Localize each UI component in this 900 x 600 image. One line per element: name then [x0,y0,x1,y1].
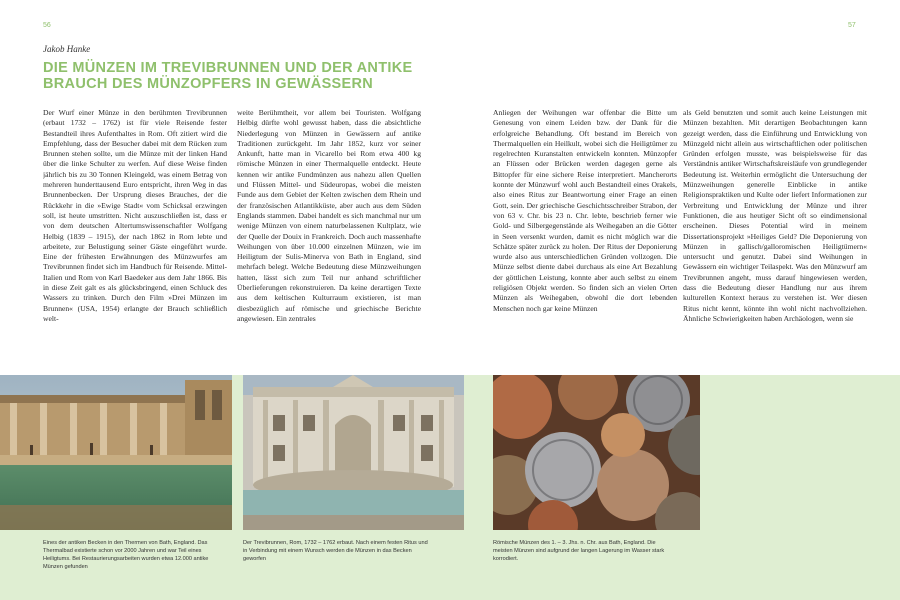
caption-trevi-fountain: Der Trevibrunnen, Rom, 1732 – 1762 erbaut. Nach einem festen Ritus und in Verbindung mit einem Wunsch werden die Münzen in das Becken geworfen [243,540,428,562]
left-column-1 [43,108,227,366]
left-column-2 [237,108,421,366]
right-column-1-text: Anliegen der Weihungen war offenbar die Bitte um Genesung von einem Leiden bzw. der Dank für die erfolgreiche Behandlung. Oft bestand im Bereich von Thermalquellen ein Heilkult, wobei sich die Heiligtümer zu regelrechten Kuranstalten entwickeln konnten. Münzopfer an Flüssen oder Brücken werden dagegen gerne als Bittopfer für eine sichere Reise interpretiert. Mancherorts konnte der Münzwurf wohl auch Bestandteil eines Orakels, also eines Ritus zur Beantwortung einer Frage an einen Gott, sein. Der griechische Geschichtsschreiber Strabon, der von 63 v. Chr. bis 23 n. Chr. lebte, beschrieb ferner wie Gold- und Silbergegenstände als Weihegaben an die Götter in Seen versenkt wurden, damit es nicht möglich war die Schätze später zurück zu holen. Der Ritus der Deponierung wurde also aus unterschiedlichen Gründen vollzogen. Die Münze selbst diente dabei durchaus als eine Art Bezahlung der göttlichen Leistung, konnte aber auch selbst zu einem religiösen Objekt werden. So finden sich an vielen Orten Münzen als Weihegaben, obwohl die dort lebenden Menschen noch gar keine Münzen [493,108,677,313]
caption-roman-coins: Römische Münzen des 1. – 3. Jhs. n. Chr. aus Bath, England. Die meisten Münzen sind aufgrund der langen Lagerung im Wasser stark korrodiert. [493,540,665,562]
right-column-1 [493,108,677,366]
photo-roman-coins [493,375,700,530]
author-name: Jakob Hanke [43,44,91,54]
photo-roman-bath [0,375,232,530]
article-title: DIE MÜNZEN IM TREVIBRUNNEN UND DER ANTIKE BRAUCH DES MÜNZOPFERS IN GEWÄSSERN [43,60,413,92]
page-number-right: 57 [848,22,856,29]
left-column-1-text: Der Wurf einer Münze in den berühmten Trevibrunnen (erbaut 1732 – 1762) ist für viele Reisende fester Bestandteil ihres Aufenthaltes in Rom. Oft zitiert wird die Empfehlung, dass der Besucher dabei mit dem Rücken zum Brunnen stehen sollte, um die Münze mit der linken Hand über die linke Schulter zu werfen. Auf diese Weise finden jährlich bis zu 30 Tonnen Kleingeld, was einem Betrag von mehreren hunderttausend Euro entspricht, ihren Weg in das Brunnenbecken. Der Ursprung dieses Brauches, der die Rückkehr in die »Ewige Stadt« vom Schicksal erzwingen soll, ist heute umstritten. Nicht auszuschließen ist, dass er von dem deutschen Altertumswissenschaftler Wolfgang Helbig (1839 – 1915), der nach 1862 in Rom lebte und arbeitete, zur Belustigung seiner Gäste eingeführt wurde. Eine der frühesten Erwähnungen des Münzwurfes am Trevibrunnen findet sich im Handbuch für Reisende. Mittel-Italien und Rom von Karl Baedeker aus dem Jahr 1866. Bis in diese Zeit galt es als glücksbringend, einen Schluck des Wassers zu trinken. Durch den Film »Drei Münzen im Brunnen« (USA, 1954) erlangte der Brauch schließlich welt- [43,108,227,323]
page-number-left: 56 [43,22,51,29]
left-column-2-text: weite Berühmtheit, vor allem bei Touristen. Wolfgang Helbig dürfte wohl gewusst haben, dass die absichtliche Niederlegung von Münzen in Gewässern auf antike Traditionen zurückgeht. Im Jahr 1852, kurz vor seiner Ankunft, hatte man in Vicarello bei Rom etwa 400 kg römische Münzen in einer Thermalquelle entdeckt. Heute kennen wir antike Fundmünzen aus nahezu allen Quellen und Flüssen Mittel- und Südeuropas, wobei die meisten Funde aus dem Gebiet der Kelten zwischen dem Rhein und der französischen Atlantikküste, aber auch aus dem Süden Englands stammen. Dabei handelt es sich manchmal nur um wenige Münzen von einem naturbelassenen Kultplatz, wie der Quelle der Douix in Frankreich. Doch auch massenhafte Weihungen von über 10.000 einzelnen Münzen, wie im Heiligtum der Sulis-Minerva von Bath in England, sind mehrfach belegt. Welche Bedeutung diese Münzweihungen hatten, lässt sich zum Teil nur anhand schriftlicher Überlieferungen rekonstruieren. Da keine derartigen Texte aus dem keltischen Kulturraum existieren, ist man diesbezüglich auf römische und griechische Berichte angewiesen. Ein zentrales [237,108,421,323]
caption-roman-bath: Eines der antiken Becken in den Thermen von Bath, England. Das Thermalbad existierte schon vor 2000 Jahren und war Teil eines Heiligtums. Bei Restaurierungsarbeiten wurden etwa 12.000 antike Münzen gefunden [43,540,209,570]
right-column-2 [683,108,867,366]
photo-trevi-fountain [243,375,464,530]
right-column-2-text: als Geld benutzten und somit auch keine Leistungen mit Münzen bezahlten. Mit derartigen Beobachtungen kann gezeigt werden, dass die Einführung und Entwicklung von Münzgeld nicht allein aus wirtschaftlichen oder politischen Gründen erfolgen musste, was beispielsweise für das Verständnis antiker Wirtschaftskreisläufe von grundlegender Bedeutung ist. Weiterhin ermöglicht die Untersuchung der Münzweihungen generelle Einblicke in antike Religionspraktiken und Kulte oder liefert Informationen zur Verbreitung und Entwicklung der Münze und ihrer Funktionen, die aus heutiger Sicht oft so eindimensional erscheinen. Dieses Potential wird in meinem Dissertationsprojekt »Heiliges Geld? Die Deponierung von Münzen in gallisch/galloromischen Heiligtümern« untersucht und genutzt. Dabei sind Weihungen in Gewässern ein wichtiger Teilaspekt. Was den Münzwurf am Trevibrunnen angeht, muss darauf hingewiesen werden, dass die Bedeutung dieser Handlung nur aus ihrem kulturellen Kontext heraus zu verstehen ist. Wer diesen Ritus nicht kennt, könnte ihn wohl nicht nachvollziehen. Ähnliche Schwierigkeiten haben Archäologen, wenn sie [683,108,867,323]
